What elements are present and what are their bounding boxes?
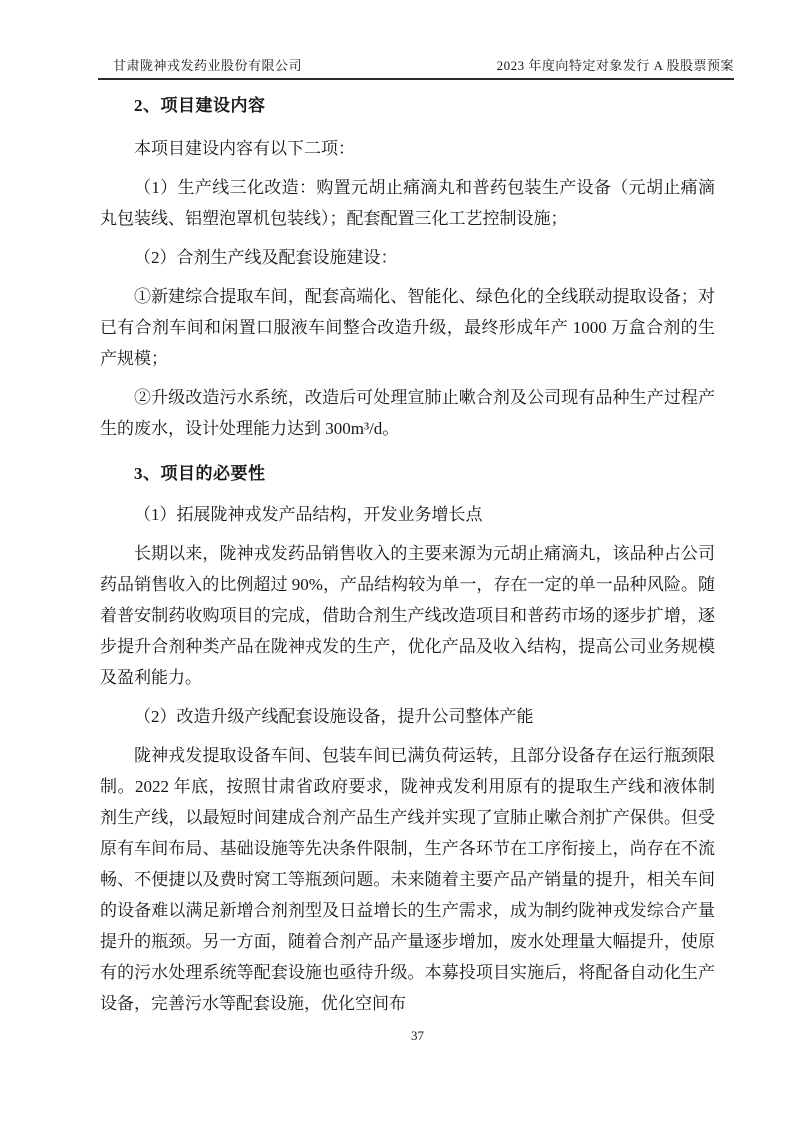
section-heading-project-construction: 2、项目建设内容 xyxy=(134,96,266,115)
page-footer xyxy=(100,1028,735,1044)
paragraph-necessity-1-body: 长期以来，陇神戎发药品销售收入的主要来源为元胡止痛滴丸，该品种占公司药品销售收入的比例超过 90%，产品结构较为单一，存在一定的单一品种风险。随着普安制药收购项目的完成，借助合剂生产线改造项目和普药市场的逐步扩增，逐步提升合剂种类产品在陇神戎发的生产，优化产品及收入结构，提高公司业务规模及盈利能力。 xyxy=(100,544,715,687)
paragraph-subitem-2-sewage-system: ②升级改造污水系统，改造后可处理宣肺止嗽合剂及公司现有品种生产过程产生的废水，设计处理能力达到 300m³/d。 xyxy=(100,388,715,438)
page-header xyxy=(98,55,734,80)
paragraph-necessity-2-title: （2）改造升级产线配套设施设备，提升公司整体产能 xyxy=(134,707,534,726)
paragraph-intro: 本项目建设内容有以下二项： xyxy=(134,139,355,158)
header-document-title: 2023 年度向特定对象发行 A 股股票预案 xyxy=(496,58,734,73)
paragraph-subitem-1-extraction-workshop: ①新建综合提取车间，配套高端化、智能化、绿色化的全线联动提取设备；对已有合剂车间和闲置口服液车间整合改造升级，最终形成年产 1000 万盒合剂的生产规模； xyxy=(100,287,715,368)
document-body xyxy=(100,90,715,1027)
header-company-name: 甘肃陇神戎发药业股份有限公司 xyxy=(113,58,303,73)
paragraph-item-1-production-line: （1）生产线三化改造：购置元胡止痛滴丸和普药包装生产设备（元胡止痛滴丸包装线、铝塑泡罩机包装线）；配套配置三化工艺控制设施； xyxy=(100,178,715,228)
page-number: 37 xyxy=(411,1028,424,1043)
paragraph-necessity-1-title: （1）拓展陇神戎发产品结构，开发业务增长点 xyxy=(134,505,483,524)
section-heading-project-necessity: 3、项目的必要性 xyxy=(134,464,266,483)
paragraph-item-2-mixture-line: （2）合剂生产线及配套设施建设： xyxy=(134,248,398,267)
paragraph-necessity-2-body: 陇神戎发提取设备车间、包装车间已满负荷运转，且部分设备存在运行瓶颈限制。2022 年底，按照甘肃省政府要求，陇神戎发利用原有的提取生产线和液体制剂生产线，以最短时间建成合剂产品生产线并实现了宣肺止嗽合剂扩产保供。但受原有车间布局、基础设施等先决条件限制，生产各环节在工序衔接上，尚存在不流畅、不便捷以及费时窝工等瓶颈问题。未来随着主要产品产销量的提升，相关车间的设备难以满足新增合剂剂型及日益增长的生产需求，成为制约陇神戎发综合产量提升的瓶颈。另一方面，随着合剂产品产量逐步增加，废水处理量大幅提升，使原有的污水处理系统等配套设施也亟待升级。本募投项目实施后，将配备自动化生产设备，完善污水等配套设施，优化空间布 xyxy=(100,746,715,1013)
